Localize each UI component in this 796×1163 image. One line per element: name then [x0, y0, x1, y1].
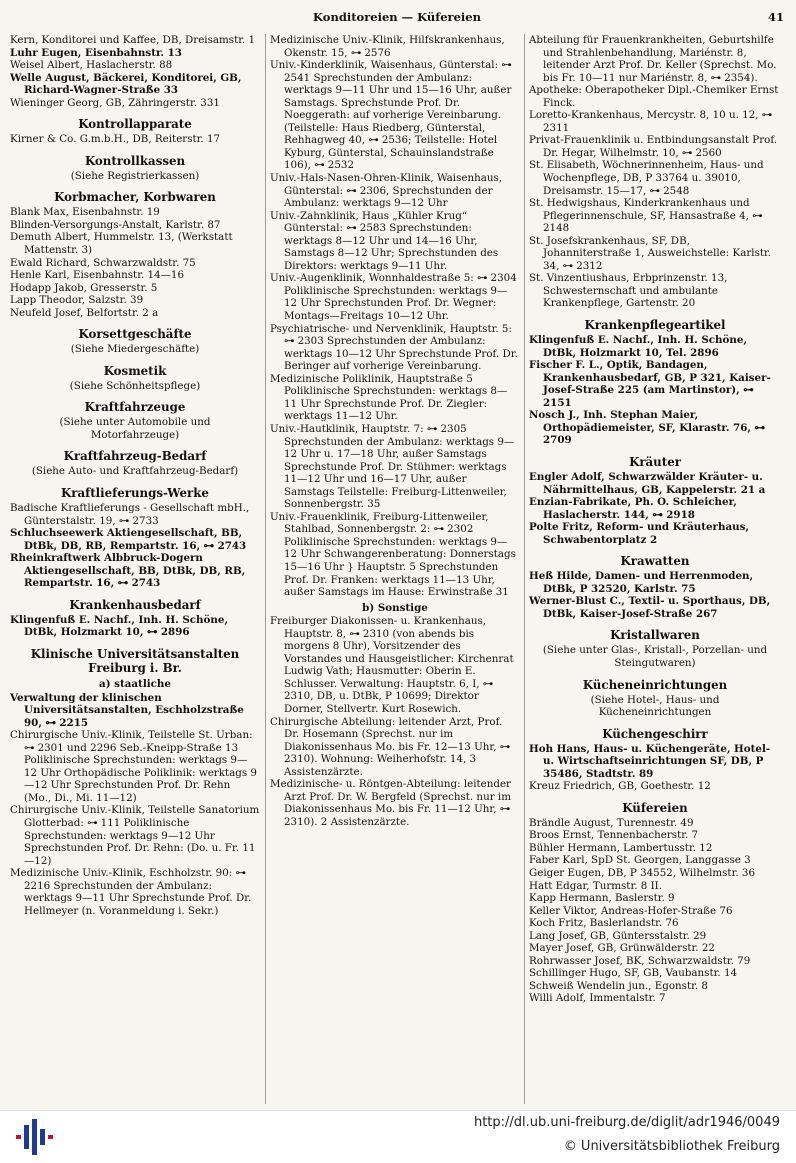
directory-entry: Univ.-Frauenklinik, Freiburg-Littenweiler, Stahlbad, Sonnenbergstr. 2: ⊶ 2302 Poliklinische Sprechstunden: werktags 9—12 Uhr Schwangerenberatung: Donnerstags 15—16 Uhr } Hauptstr. 5 Sprechstunden Prof. Dr. Franken: werktags 11—13 Uhr, außer Samstags im Hause: Erwinstraße 31: [270, 510, 516, 599]
subsection-heading: b) Sonstige: [362, 601, 428, 614]
directory-entry: Verwaltung der klinischen Universitätsanstalten, Eschholzstraße 90, ⊶ 2215: [10, 691, 244, 729]
directory-entry: Kirner & Co. G.m.b.H., DB, Reiterstr. 17: [10, 133, 221, 146]
column-right: [529, 34, 781, 1104]
directory-entry: Bühler Hermann, Lambertusstr. 12: [529, 841, 713, 854]
directory-entry: Medizinische Poliklinik, Hauptstraße 5 Poliklinische Sprechstunden: werktags 8—11 Uhr Sprechstunde Prof. Dr. Ziegler: werktags 11—12 Uhr.: [270, 372, 508, 423]
directory-entry: Lang Josef, GB, Güntersstalstr. 29: [529, 929, 707, 942]
directory-entry: Klingenfuß E. Nachf., Inh. H. Schöne, DtBk, Holzmarkt 10, ⊶ 2896: [10, 613, 229, 639]
copyright-notice: © Universitätsbibliothek Freiburg: [563, 1139, 780, 1154]
directory-entry: Keller Viktor, Andreas-Hofer-Straße 76: [529, 904, 733, 917]
directory-entry: Neufeld Josef, Belfortstr. 2 a: [10, 306, 159, 319]
column-divider: [524, 34, 525, 1104]
subsection-heading: a) staatliche: [99, 677, 171, 690]
viewer-footer: [0, 1110, 796, 1163]
section-heading: Krankenhausbedarf: [69, 597, 201, 612]
section-heading: Kontrollapparate: [78, 117, 192, 132]
directory-entry: Kreuz Friedrich, GB, Goethestr. 12: [529, 780, 711, 793]
directory-entry: Enzian-Fabrikate, Ph. O. Schleicher, Haslacherstr. 144, ⊶ 2918: [529, 496, 737, 521]
section-heading: Korsettgeschäfte: [78, 327, 192, 342]
directory-entry: Polte Fritz, Reform- und Kräuterhaus, Schwabentorplatz 2: [529, 521, 750, 546]
directory-entry: Fischer F. L., Optik, Bandagen, Krankenhausbedarf, GB, P 321, Kaiser-Josef-Straße 225 (am Martinstor), ⊶ 2151: [529, 359, 771, 409]
directory-entry: Blank Max, Eisenbahnstr. 19: [10, 206, 160, 219]
directory-entry: Medizinische Univ.-Klinik, Eschholzstr. 90: ⊶ 2216 Sprechstunden der Ambulanz: werktags 9—11 Uhr Sprechstunde Prof. Dr. Hellmeyer (n. Voranmeldung i. Sekr.): [10, 867, 252, 917]
cross-reference: (Siehe Auto- und Kraftfahrzeug-Bedarf): [31, 465, 239, 478]
section-heading: Kraftlieferungs-Werke: [61, 486, 209, 501]
directory-entry: Badische Kraftlieferungs - Gesellschaft mbH., Günterstalstr. 19, ⊶ 2733: [10, 502, 250, 527]
running-head: [10, 10, 784, 28]
directory-entry: St. Elisabeth, Wöchnerinnenheim, Haus- und Wochenpflege, DB, P 33764 u. 39010, Dreisamstr. 15—17, ⊶ 2548: [529, 159, 764, 197]
section-heading: Kosmetik: [103, 363, 167, 378]
directory-entry: St. Vinzentiushaus, Erbprinzenstr. 13, Schwesternschaft und ambulante Krankenpflege, Gartenstr. 20: [529, 272, 728, 310]
directory-entry: Wieninger Georg, GB, Zähringerstr. 331: [10, 96, 220, 109]
cross-reference: (Siehe Hotel-, Haus- und Kücheneinrichtungen: [590, 693, 720, 719]
section-heading: Kraftfahrzeug-Bedarf: [63, 449, 207, 464]
directory-entry: Abteilung für Frauenkrankheiten, Geburtshilfe und Strahlenbehandlung, Mariénstr. 8, leitender Arzt Prof. Dr. Keller (Sprechst. Mo. bis Fr. 10—11 nur Mariénstr. 8, ⊶ 2354).: [529, 34, 777, 84]
column-left: [10, 34, 260, 1104]
directory-entry: Klingenfuß E. Nachf., Inh. H. Schöne, DtBk, Holzmarkt 10, Tel. 2896: [529, 334, 748, 359]
directory-entry: Rohrwasser Josef, BK, Schwarzwaldstr. 79: [529, 954, 751, 967]
directory-entry: Kern, Konditorei und Kaffee, DB, Dreisamstr. 1: [10, 34, 256, 46]
directory-entry: Univ.-Hautklinik, Hauptstr. 7: ⊶ 2305 Sprechstunden der Ambulanz: werktags 9—12 Uhr u. 17—18 Uhr, außer Samstags Sprechstunde Prof. Dr. Stühmer: werktags 11—12 Uhr und 16—17 Uhr, außer Samstags Teilstelle: Freiburg-Littenweiler, Sonnenbergstr. 35: [270, 422, 515, 511]
directory-entry: Brändle August, Turennestr. 49: [529, 816, 694, 829]
directory-entry: Univ.-Augenklinik, Wonnhaldestraße 5: ⊶ 2304 Poliklinische Sprechstunden: werktags 9—12 Uhr Sprechstunden Prof. Dr. Wegner: Montags—Freitags 10—12 Uhr.: [270, 272, 517, 323]
page-number: 41: [767, 10, 784, 24]
directory-entry: Hatt Edgar, Turmstr. 8 II.: [529, 879, 663, 892]
directory-entry: Chirurgische Univ.-Klinik, Teilstelle St. Urban: ⊶ 2301 und 2296 Seb.-Kneipp-Straße 13 Poliklinische Sprechstunden: werktags 9—12 Uhr Orthopädische Poliklinik: werktags 9—12 Uhr Sprechstunden Prof. Dr. Rehn (Mo., Di., Mi. 11—12): [10, 729, 257, 804]
directory-entry: St. Hedwigshaus, Kinderkrankenhaus und Pflegerinnenschule, SF, Hansastraße 4, ⊶ 2148: [529, 197, 763, 235]
directory-entry: Chirurgische Univ.-Klinik, Teilstelle Sanatorium Glotterbad: ⊶ 111 Poliklinische Sprechstunden: werktags 9—12 Uhr Sprechstunden Prof. Dr. Rehn: (Do. u. Fr. 11—12): [10, 804, 260, 867]
directory-entry: Rheinkraftwerk Albbruck-Dogern Aktiengesellschaft, BB, DtBk, DB, RB, Rempartstr. 16, ⊶ 2743: [10, 552, 246, 590]
directory-entry: Univ.-Kinderklinik, Waisenhaus, Günterstal: ⊶ 2541 Sprechstunden der Ambulanz: werktags 9—11 Uhr und 15—16 Uhr, außer Samstags. Sprechstunde Prof. Dr. Noeggerath: auf vorherige Vereinbarung. (Teilstelle: Haus Riedberg, Günterstal, Rehhagweg 40, ⊶ 2536; Teilstelle: Hotel Kyburg, Günterstal, Schauinslandstraße 106), ⊶ 2532: [270, 59, 512, 172]
directory-entry: Lapp Theodor, Salzstr. 39: [10, 294, 144, 307]
directory-entry: Nosch J., Inh. Stephan Maier, Orthopädiemeister, SF, Klarastr. 76, ⊶ 2709: [529, 409, 765, 447]
section-heading: Küfereien: [622, 800, 688, 815]
directory-entry: Medizinische- u. Röntgen-Abteilung: leitender Arzt Prof. Dr. W. Bergfeld (Sprechst. nur im Diakonissenhaus Mo. bis Fr. 11—12 Uhr, ⊶ 2310). 2 Assistenzärzte.: [270, 778, 511, 828]
directory-entry: Hoh Hans, Haus- u. Küchengeräte, Hotel- u. Wirtschaftseinrichtungen SF, DB, P 35486, Stadtstr. 89: [529, 742, 771, 780]
directory-entry: Ewald Richard, Schwarzwaldstr. 75: [10, 256, 196, 269]
section-heading: Krankenpflegeartikel: [584, 318, 726, 333]
directory-entry: Kapp Hermann, Baslerstr. 9: [529, 892, 675, 905]
cross-reference: (Siehe unter Glas-, Kristall-, Porzellan- und Steingutwaren): [542, 644, 768, 669]
ub-freiburg-logo-icon: [12, 1117, 56, 1157]
section-heading: Korbmacher, Korbwaren: [54, 190, 216, 205]
directory-entry: Weisel Albert, Haslacherstr. 88: [10, 59, 173, 72]
directory-entry: Medizinische Univ.-Klinik, Hilfskrankenhaus, Okenstr. 15, ⊶ 2576: [270, 34, 505, 59]
column-divider: [265, 34, 266, 1104]
directory-entry: Faber Karl, SpD St. Georgen, Langgasse 3: [529, 854, 751, 867]
directory-entry: Loretto-Krankenhaus, Mercystr. 8, 10 u. 12, ⊶ 2311: [529, 109, 773, 134]
cross-reference: (Siehe unter Automobile und Motorfahrzeuge): [59, 416, 211, 441]
directory-entry: Hodapp Jakob, Gresserstr. 5: [10, 281, 158, 294]
section-heading: Küchengeschirr: [602, 726, 708, 741]
directory-entry: Privat-Frauenklinik u. Entbindungsanstalt Prof. Dr. Hegar, Wilhelmstr. 10, ⊶ 2560: [529, 134, 778, 159]
directory-entry: Chirurgische Abteilung: leitender Arzt, Prof. Dr. Hosemann (Sprechst. nur im Diakonissenhaus Mo. bis Fr. 12—13 Uhr, ⊶ 2310). Wohnung: Weiherhofstr. 14, 3 Assistenzärzte.: [270, 715, 511, 778]
directory-entry: Henle Karl, Eisenbahnstr. 14—16: [10, 269, 185, 282]
cross-reference: (Siehe Registrierkassen): [70, 169, 200, 182]
directory-entry: Mayer Josef, GB, Grünwälderstr. 22: [529, 942, 715, 955]
directory-entry: Psychiatrische- und Nervenklinik, Hauptstr. 5: ⊶ 2303 Sprechstunden der Ambulanz: werktags 10—12 Uhr Sprechstunde Prof. Dr. Beringer auf vorherige Vereinbarung.: [270, 322, 518, 373]
directory-entry: Broos Ernst, Tennenbacherstr. 7: [529, 829, 699, 842]
directory-entry: Geiger Eugen, DB, P 34552, Wilhelmstr. 36: [529, 866, 756, 879]
directory-entry: Engler Adolf, Schwarzwälder Kräuter- u. Nährmittelhaus, GB, Kappelerstr. 21 a: [529, 470, 766, 496]
directory-entry: Univ.-Hals-Nasen-Ohren-Klinik, Waisenhaus, Günterstal: ⊶ 2306, Sprechstunden der Ambulanz: werktags 9—12 Uhr: [270, 172, 503, 210]
cross-reference: (Siehe Schönheitspflege): [69, 379, 201, 392]
section-heading: Kristallwaren: [610, 628, 700, 643]
directory-entry: Schweiß Wendelin jun., Egonstr. 8: [529, 979, 708, 992]
directory-entry: Koch Fritz, Baslerlandstr. 76: [529, 917, 679, 930]
directory-entry: Willi Adolf, Immentalstr. 7: [529, 992, 666, 1005]
directory-entry: Werner-Blust C., Textil- u. Sporthaus, DB, DtBk, Kaiser-Josef-Straße 267: [529, 595, 771, 620]
directory-entry: Welle August, Bäckerei, Konditorei, GB, Richard-Wagner-Straße 33: [10, 71, 242, 97]
directory-entry: Freiburger Diakonissen- u. Krankenhaus, Hauptstr. 8, ⊶ 2310 (von abends bis morgens 8 Uhr), Vorsitzender des Vorstandes und Hausgeistlicher: Kirchenrat Ludwig Vath; Hausmutter: Oberin E. Schlusser. Verwaltung: Hauptstr. 6, I, ⊶ 2310, DB, u. DtBk, P 10699; Direktor Dorner, Stellvertr. Kurt Rosewich.: [270, 615, 514, 715]
directory-entry: Schillinger Hugo, SF, GB, Vaubanstr. 14: [529, 967, 738, 980]
source-link[interactable]: http://dl.ub.uni-freiburg.de/diglit/adr1946/0049: [473, 1115, 780, 1130]
section-heading: Kraftfahrzeuge: [84, 400, 186, 415]
section-heading: Kräuter: [629, 454, 681, 469]
directory-entry: Heß Hilde, Damen- und Herrenmoden, DtBk, P 32520, Karlstr. 75: [529, 570, 754, 595]
directory-entry: Schluchseewerk Aktiengesellschaft, BB, DtBk, DB, RB, Rempartstr. 16, ⊶ 2743: [10, 527, 247, 552]
page-title: Konditoreien — Küfereien: [313, 10, 481, 24]
section-heading: Kontrollkassen: [84, 153, 186, 168]
cross-reference: (Siehe Miedergeschäfte): [70, 343, 200, 356]
directory-entry: Luhr Eugen, Eisenbahnstr. 13: [10, 46, 182, 59]
directory-entry: Univ.-Zahnklinik, Haus „Kühler Krug“ Günterstal: ⊶ 2583 Sprechstunden: werktags 8—12 Uhr und 14—16 Uhr, Samstags 8—12 Uhr; Sprechstunden des Direktors: werktags 9—11 Uhr.: [270, 209, 499, 272]
section-heading: Krawatten: [620, 554, 690, 569]
directory-entry: Apotheke: Oberapotheker Dipl.-Chemiker Ernst Finck.: [529, 84, 779, 109]
column-middle: [270, 34, 520, 1104]
section-heading: Kücheneinrichtungen: [582, 677, 728, 692]
directory-entry: Blinden-Versorgungs-Anstalt, Karlstr. 87: [10, 218, 221, 231]
section-heading: Klinische Universitätsanstalten Freiburg i. Br.: [30, 646, 240, 675]
directory-entry: St. Josefskrankenhaus, SF, DB, Johanniterstraße 1, Ausweichstelle: Karlstr. 34, ⊶ 2312: [529, 234, 772, 272]
directory-entry: Demuth Albert, Hummelstr. 13, (Werkstatt Mattenstr. 3): [10, 231, 233, 257]
